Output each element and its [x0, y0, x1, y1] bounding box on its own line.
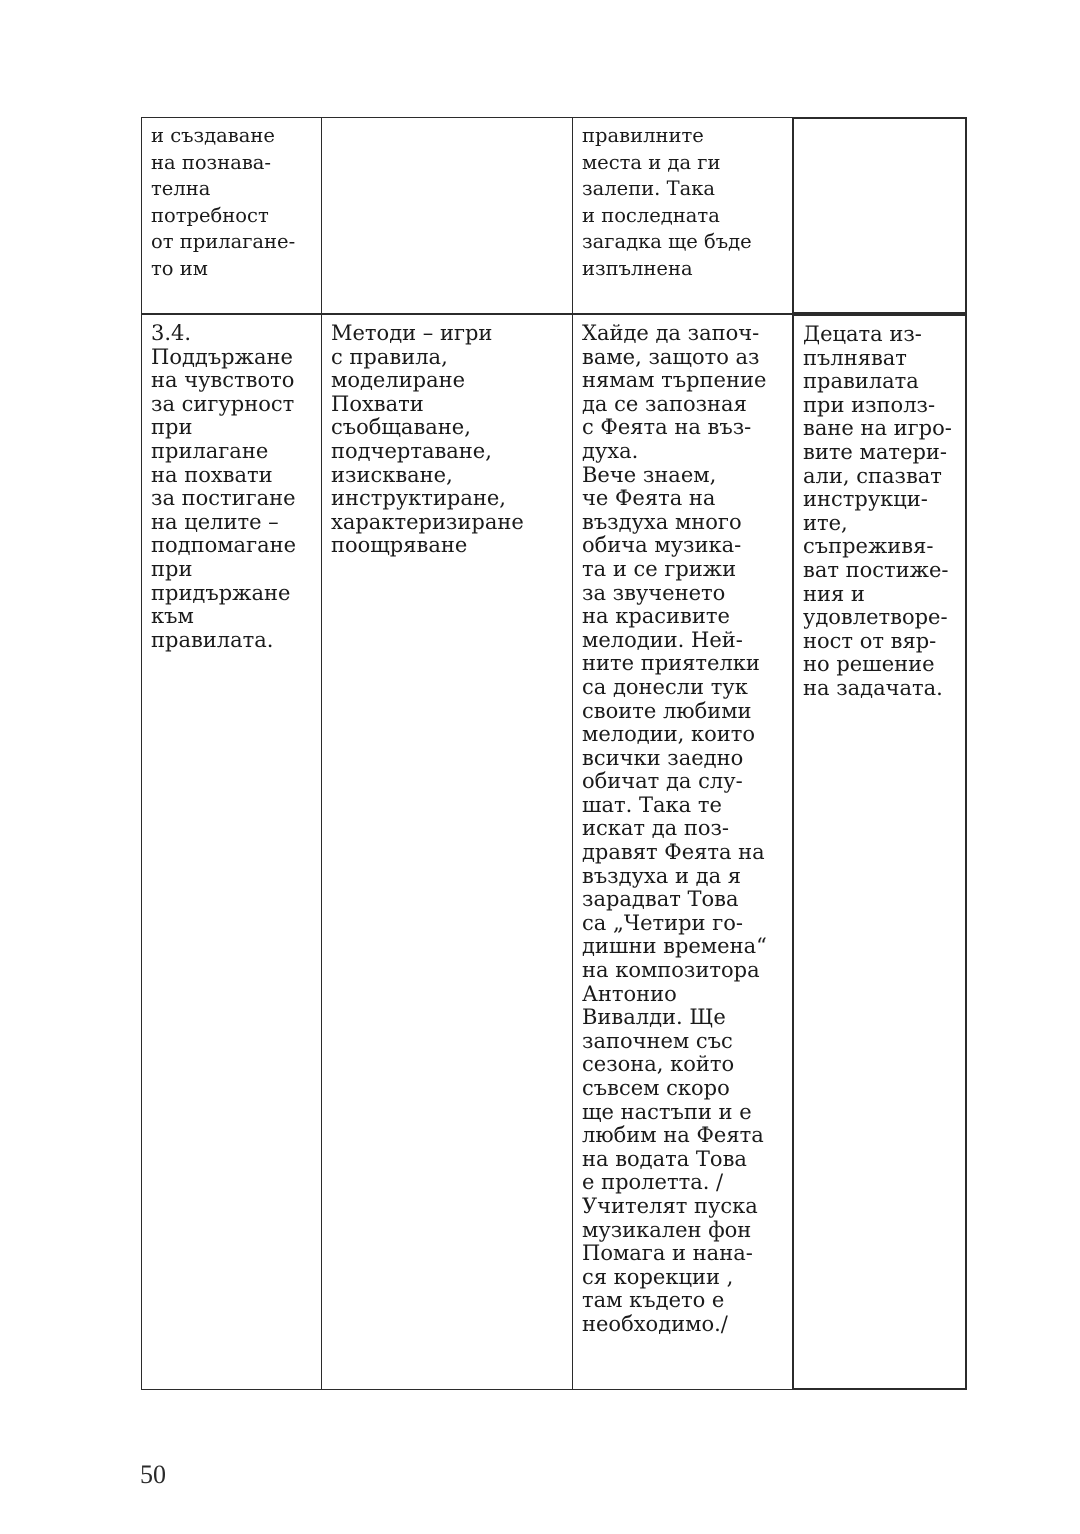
table-row: [141, 314, 967, 1390]
table-cell: [321, 314, 573, 1390]
page-number: 50: [140, 1460, 166, 1489]
table-row: [141, 117, 967, 314]
cell-text: и създаване на познава- телна потребност от прилагане- то им: [151, 124, 296, 280]
cell-text: 3.4. Поддържане на чувството за сигурност при прилагане на похвати за постигане на целите – подпомагане при придържане към правилата.: [151, 321, 297, 652]
cell-text: Хайде да започ- ваме, защото аз нямам търпение да се запозная с Феята на въз- духа. Вече знаем, че Феята на въздуха много обича музика- та и се грижи за звученето на красивите мелодии. Ней- ните приятелки са донесли тук своите любими мелодии, които всички заедно обичат да слу- шат. Така те искат да поз- дравят Феята на въздуха и да я зарадват Това са „Четири го- дишни времена“ на композитора Антонио Вивалди. Ще започнем със сезона, който съвсем скоро ще настъпи и е любим на Феята на водата Това е пролетта. / Учителят пуска музикален фон Помага и нана- ся корекции , там където е необходимо./: [582, 321, 767, 1336]
table-cell: [572, 117, 793, 314]
table-cell: [792, 314, 967, 1390]
table-cell: [141, 117, 322, 314]
cell-text: Методи – игри с правила, моделиране Похвати съобщаване, подчертаване, изискване, инструктиране, характеризиране поощряване: [331, 321, 524, 558]
table-cell: [321, 117, 573, 314]
table-cell: [141, 314, 322, 1390]
table-cell: [572, 314, 793, 1390]
cell-text: Децата из- пълняват правилата при използ- ване на игро- вите матери- али, спазват инструкци- ите, съпреживя- ват постиже- ния и удовлетворе- ност от вяр- но решение на задачата.: [803, 322, 952, 700]
table-cell: [792, 117, 967, 314]
cell-text: правилните места и да ги залепи. Така и последната загадка ще бъде изпълнена: [582, 124, 752, 280]
